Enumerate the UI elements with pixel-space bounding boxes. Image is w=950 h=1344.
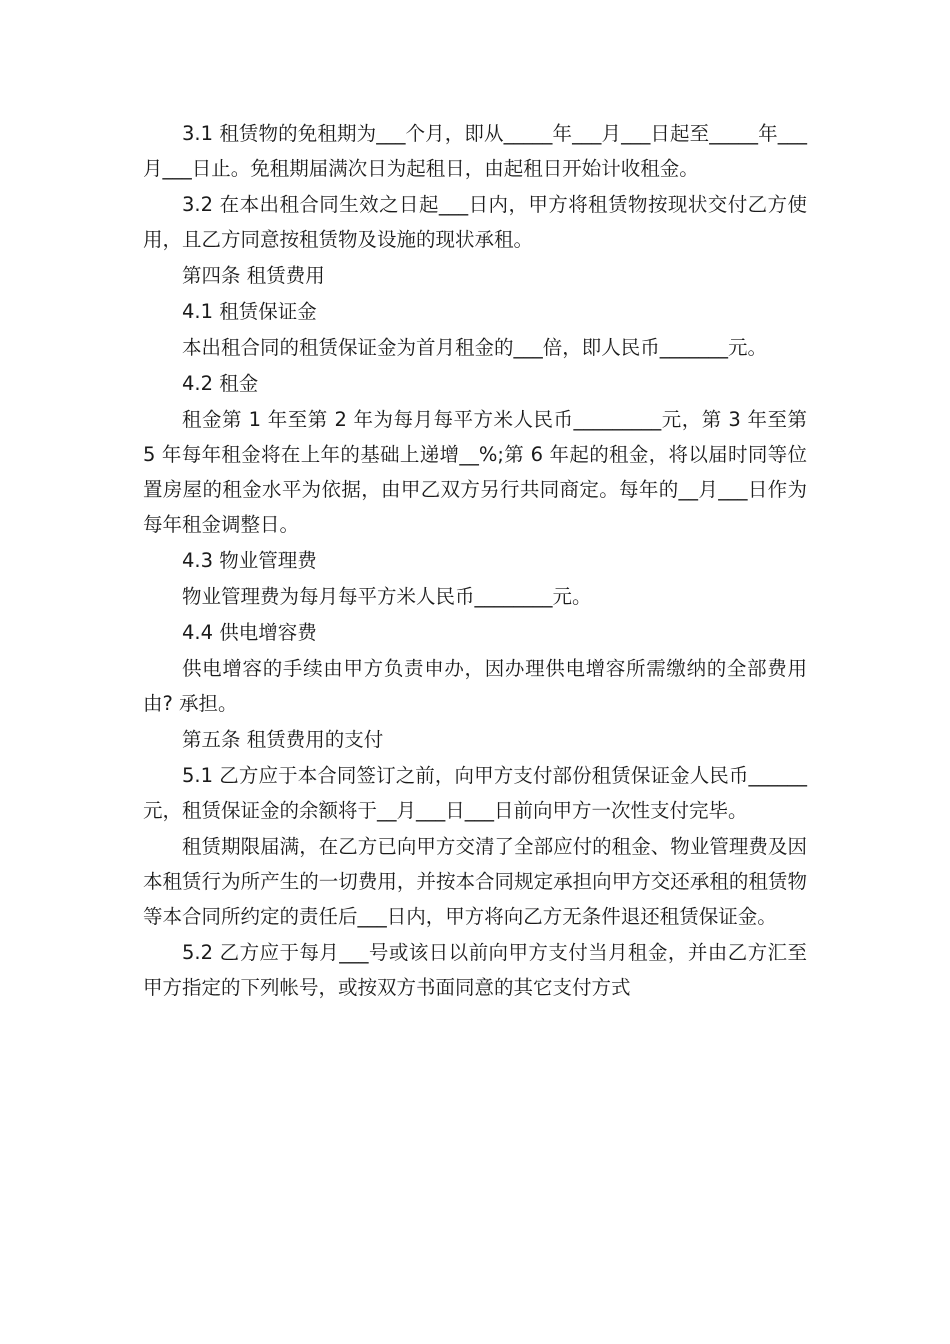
article-5-heading: 第五条 租赁费用的支付	[182, 728, 384, 751]
clause-5-1: 5.1 乙方应于本合同签订之前，向甲方支付部份租赁保证金人民币______元，租赁保证金的余额将于__月___日___日前向甲方一次性支付完毕。	[143, 764, 807, 822]
clause-4-1-heading: 4.1 租赁保证金	[182, 300, 317, 323]
clause-4-4-text: 供电增容的手续由甲方负责申办，因办理供电增容所需缴纳的全部费用由? 承担。	[143, 657, 807, 715]
clause-4-1-text: 本出租合同的租赁保证金为首月租金的___倍，即人民币_______元。	[182, 336, 768, 359]
clause-4-2-text: 租金第 1 年至第 2 年为每月每平方米人民币_________元，第 3 年至第 5 年每年租金将在上年的基础上递增__%;第 6 年起的租金，将以届时同等位置房屋的租金水平为依据，由甲乙双方另行共同商定。每年的__月___日作为每年租金调整日。	[143, 408, 807, 536]
clause-4-3-text: 物业管理费为每月每平方米人民币________元。	[182, 585, 592, 608]
clause-5-1-refund: 租赁期限届满，在乙方已向甲方交清了全部应付的租金、物业管理费及因本租赁行为所产生的一切费用，并按本合同规定承担向甲方交还承租的租赁物等本合同所约定的责任后___日内，甲方将向乙方无条件退还租赁保证金。	[143, 835, 807, 928]
clause-3-2: 3.2 在本出租合同生效之日起___日内，甲方将租赁物按现状交付乙方使用，且乙方同意按租赁物及设施的现状承租。	[143, 193, 807, 251]
document-page	[143, 116, 807, 1006]
article-4-heading: 第四条 租赁费用	[182, 264, 325, 287]
clause-4-3-heading: 4.3 物业管理费	[182, 549, 317, 572]
clause-3-1: 3.1 租赁物的免租期为___个月，即从_____年___月___日起至_____年___月___日止。免租期届满次日为起租日，由起租日开始计收租金。	[143, 122, 807, 180]
clause-4-4-heading: 4.4 供电增容费	[182, 621, 317, 644]
clause-4-2-heading: 4.2 租金	[182, 372, 259, 395]
clause-5-2: 5.2 乙方应于每月___号或该日以前向甲方支付当月租金，并由乙方汇至甲方指定的下列帐号，或按双方书面同意的其它支付方式	[143, 941, 807, 999]
